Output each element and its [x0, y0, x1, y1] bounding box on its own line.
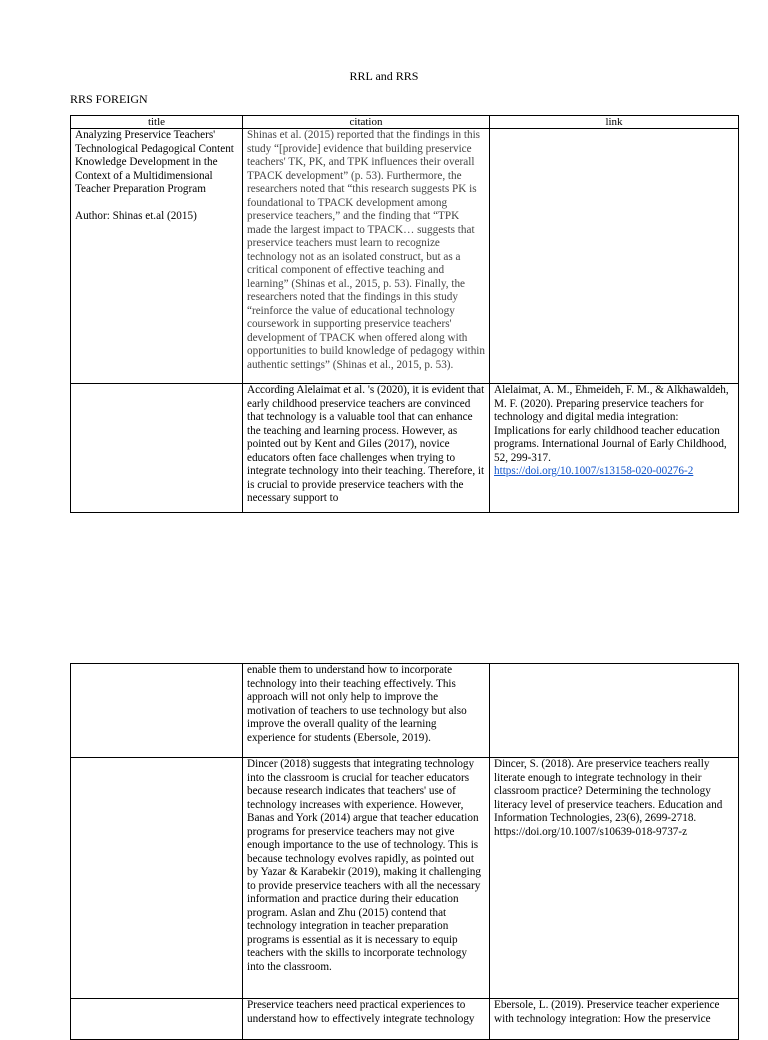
link-cell — [490, 664, 739, 758]
link-cell — [490, 758, 739, 999]
reference-text: Dincer, S. (2018). Are preservice teachers really literate enough to integrate technology in their classroom practice? Determining the technology literacy level of preservice teachers. Education and Information Technologies, 23(6), 2699-2718. https://doi.org/10.1007/s10639-018-9737-z — [494, 758, 726, 838]
column-header-link: link — [490, 116, 739, 129]
title-cell — [71, 999, 243, 1040]
section-heading: RRS FOREIGN — [70, 92, 148, 106]
table-row — [71, 129, 739, 384]
title-cell — [71, 129, 243, 384]
citation-text: Shinas et al. (2015) reported that the findings in this study “[provide] evidence that building preservice teachers' TK, PK, and TPK influences their overall TPACK development” (p. 53). Furthermore, the researchers noted that “this research suggests PK is foundational to TPACK development among preservice teachers,” and the finding that “TPK made the largest impact to TPACK… suggests that preservice teachers must learn to recognize technology not as an isolated construct, but as a critical component of effective teaching and learning” (Shinas et al., 2015, p. 53). Finally, the researchers noted that the findings in this study “reinforce the value of educational technology coursework in supporting preservice teachers' development of TPACK when offered along with opportunities to build knowledge of pedagogy within authentic settings” (Shinas et al., 2015, p. 53). — [247, 129, 488, 371]
link-cell — [490, 999, 739, 1040]
title-cell — [71, 758, 243, 999]
table-row — [71, 758, 739, 999]
table-row — [71, 999, 739, 1040]
citation-cell — [243, 758, 490, 999]
title-cell — [71, 384, 243, 513]
column-header-citation: citation — [243, 116, 490, 129]
review-table-page-1 — [70, 115, 739, 513]
link-cell — [490, 384, 739, 513]
citation-cell — [243, 129, 490, 384]
doi-link[interactable]: https://doi.org/10.1007/s13158-020-00276-2 — [494, 465, 694, 477]
citation-cell — [243, 384, 490, 513]
citation-cell — [243, 664, 490, 758]
column-header-title: title — [71, 116, 243, 129]
reference-text: Alelaimat, A. M., Ehmeideh, F. M., & Alkhawaldeh, M. F. (2020). Preparing preservice teachers for technology and digital media integration: Implications for early childhood teacher education programs. International Journal of Early Childhood, 52, 299-317. — [494, 384, 732, 464]
review-table-page-2 — [70, 663, 739, 1040]
citation-cell — [243, 999, 490, 1040]
title-cell — [71, 664, 243, 758]
study-author: Author: Shinas et.al (2015) — [75, 209, 197, 222]
link-cell — [490, 129, 739, 384]
citation-text: enable them to understand how to incorporate technology into their teaching effectively. This approach will not only help to improve the motivation of teachers to use technology but also improve the overall quality of the learning experience for students (Ebersole, 2019). — [247, 664, 470, 744]
citation-text: According Alelaimat et al. 's (2020), it is evident that early childhood preservice teachers are convinced that technology is a valuable tool that can enhance the teaching and learning process. However, as pointed out by Kent and Giles (2017), novice educators often face challenges when trying to integrate technology into their teaching. Therefore, it is crucial to provide preservice teachers with the necessary support to — [247, 384, 488, 504]
citation-text: Dincer (2018) suggests that integrating technology into the classroom is crucial for teacher educators because research indicates that teachers' use of technology increases with experience. However, Banas and York (2014) argue that teacher education programs for preservice teachers may not give enough importance to the use of technology. This is because technology evolves rapidly, as pointed out by Yazar & Karabekir (2019), making it challenging to provide preservice teachers with all the necessary information and practice during their education program. Aslan and Zhu (2015) contend that technology integration in teacher preparation programs is essential as it is necessary to equip teachers with the skills to incorporate technology into the classroom. — [247, 758, 484, 973]
study-title: Analyzing Preservice Teachers' Technological Pedagogical Content Knowledge Development in the Context of a Multidimensional Teacher Preparation Program — [75, 129, 237, 195]
table-row — [71, 384, 739, 513]
table-header-row — [71, 116, 739, 129]
citation-text: Preservice teachers need practical experiences to understand how to effectively integrate technology — [247, 999, 475, 1025]
reference-text: Ebersole, L. (2019). Preservice teacher experience with technology integration: How the preservice — [494, 999, 723, 1025]
document-title: RRL and RRS — [349, 69, 419, 83]
table-row — [71, 664, 739, 758]
